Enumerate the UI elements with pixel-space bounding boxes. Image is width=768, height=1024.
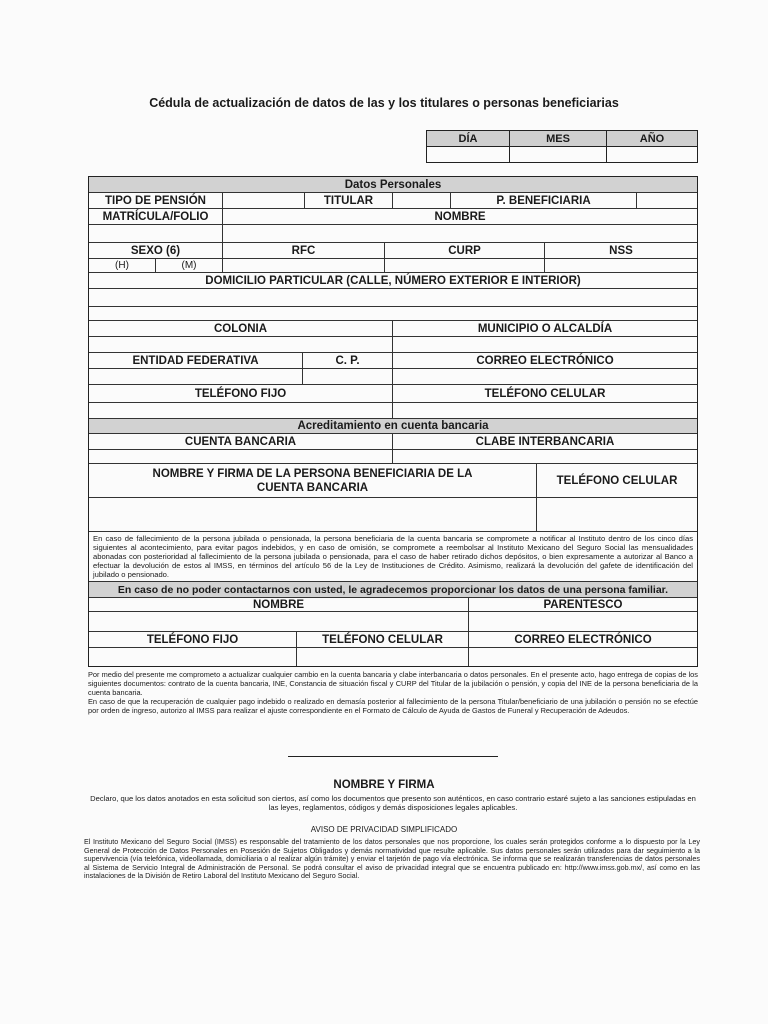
family-section-title: En caso de no poder contactarnos con usted, le agradecemos proporcionar los datos de una persona familiar. xyxy=(89,582,697,597)
bank-holder-mobile-label: TELÉFONO CELULAR xyxy=(556,474,678,487)
name-field[interactable] xyxy=(223,225,697,242)
family-name-field[interactable] xyxy=(89,612,469,631)
family-landline-field[interactable] xyxy=(89,648,297,666)
curp-label: CURP xyxy=(385,243,545,258)
commitment-paragraph-1: Por medio del presente me comprometo a actualizar cualquier cambio en la cuenta bancaria y clabe interbancaria o datos personales. En el presente acto, hago entrega de copias de los siguientes documentos: contrato de la cuenta bancaria, INE, Constancia de situación fiscal y CURP del Titular de la jubilación o pensión, y copia del INE de la persona beneficiaria de la cuenta bancaria. xyxy=(88,670,698,697)
signature-line[interactable] xyxy=(288,756,498,757)
mobile-field[interactable] xyxy=(393,403,697,418)
bank-notice: En caso de fallecimiento de la persona jubilada o pensionada, la persona beneficiaria de la cuenta bancaria se compromete a notificar al Instituto dentro de los cinco días siguientes al acontecimiento, para evitar pagos indebidos, y en caso de omisión, se compromete a reembolsar al Instituto Mexicano del Seguro Social las mensualidades abonadas con posterioridad al fallecimiento de la persona jubilada o pensionada, para el caso de haber retirado dichos depósitos, o bien expresamente a autorizar al Banco a efectuar la devolución de estos al IMSS, en términos del artículo 56 de la Ley de Instituciones de Crédito. Asimismo, realizará la devolución del gafete de identificación del jubilado o pensionado. xyxy=(93,534,693,579)
privacy-text: El Instituto Mexicano del Seguro Social (IMSS) es responsable del tratamiento de los datos personales que nos proporcione, los cuales serán protegidos conforme a lo dispuesto por la Ley General de Protección de Datos Personales en Posesión de Sujetos Obligados y demás normatividad que resulte aplicable. Sus datos personales serán utilizados para dar seguimiento a la supervivencia (vía telefónica, videollamada, domiciliaria o al realizar algún trámite) y enviar el tarjetón de pago vía electrónica. Se informa que se realizarán transferencias de datos personales al Sistema de Servicio Integral de Administración de Personal. Se podrá consultar el aviso de privacidad integral que se encuentra publicado en: http://www.imss.gob.mx/, así como en las instalaciones de la División de Retiro Laboral del Instituto Mexicano del Seguro Social. xyxy=(84,837,700,881)
month-label: MES xyxy=(510,131,607,147)
municipality-field[interactable] xyxy=(393,337,697,352)
address-label: DOMICILIO PARTICULAR (CALLE, NÚMERO EXTERIOR E INTERIOR) xyxy=(205,274,581,287)
zip-field[interactable] xyxy=(303,369,393,384)
family-name-label: NOMBRE xyxy=(89,598,469,611)
family-email-field[interactable] xyxy=(469,648,697,666)
mobile-label: TELÉFONO CELULAR xyxy=(484,387,606,400)
holder-label: TITULAR xyxy=(305,193,393,208)
personal-data-form xyxy=(88,176,698,667)
colony-label: COLONIA xyxy=(89,321,393,336)
clabe-label: CLABE INTERBANCARIA xyxy=(475,435,615,448)
landline-label: TELÉFONO FIJO xyxy=(89,385,393,402)
document-title: Cédula de actualización de datos de las y los titulares o personas beneficiarias xyxy=(149,96,619,110)
holder-checkbox[interactable] xyxy=(393,193,451,208)
zip-label: C. P. xyxy=(303,353,393,368)
state-label: ENTIDAD FEDERATIVA xyxy=(89,353,303,368)
month-field[interactable] xyxy=(510,147,607,163)
personal-section-title: Datos Personales xyxy=(89,177,697,192)
day-field[interactable] xyxy=(427,147,510,163)
colony-field[interactable] xyxy=(89,337,393,352)
rfc-field[interactable] xyxy=(223,259,385,272)
bank-section-title: Acreditamiento en cuenta bancaria xyxy=(89,419,697,433)
year-field[interactable] xyxy=(607,147,698,163)
bank-holder-mobile-field[interactable] xyxy=(537,498,697,531)
family-mobile-field[interactable] xyxy=(297,648,469,666)
signature-label: NOMBRE Y FIRMA xyxy=(333,779,435,791)
bank-account-field[interactable] xyxy=(89,450,393,463)
commitment-paragraph-2: En caso de que la recuperación de cualquier pago indebido o realizado en demasía posterior al fallecimiento de la persona Titular/beneficiario de una jubilación o pensión no se efectúe por orden de ingreso, autorizo al IMSS para realizar el ajuste correspondiente en el Formato de Cálculo de Ayuda de Gastos de Funeral y Recuperación de Adeudos. xyxy=(88,697,698,715)
year-label: AÑO xyxy=(607,131,698,147)
relationship-field[interactable] xyxy=(469,612,697,631)
bank-holder-label: NOMBRE Y FIRMA DE LA PERSONA BENEFICIARIA DE LA CUENTA BANCARIA xyxy=(89,464,537,497)
date-box xyxy=(426,130,698,163)
curp-field[interactable] xyxy=(385,259,545,272)
pension-type-field[interactable] xyxy=(223,193,305,208)
beneficiary-label: P. BENEFICIARIA xyxy=(451,193,637,208)
address-field-2[interactable] xyxy=(89,307,697,320)
bank-holder-signature-field[interactable] xyxy=(89,498,537,531)
folio-field[interactable] xyxy=(89,225,223,242)
folio-label: MATRÍCULA/FOLIO xyxy=(89,209,223,224)
name-label: NOMBRE xyxy=(434,210,486,223)
family-landline-label: TELÉFONO FIJO xyxy=(89,632,297,647)
declaration-text: Declaro, que los datos anotados en esta solicitud son ciertos, así como los documentos que presento son auténticos, en caso contrario estaré sujeto a las sanciones estipuladas en las leyes, reglamentos, códigos y demás disposiciones legales aplicables. xyxy=(90,794,696,812)
clabe-field[interactable] xyxy=(393,450,697,463)
sex-m-option[interactable]: (M) xyxy=(156,259,223,272)
municipality-label: MUNICIPIO O ALCALDÍA xyxy=(477,322,613,335)
landline-field[interactable] xyxy=(89,403,393,418)
relationship-label: PARENTESCO xyxy=(543,598,623,611)
sex-h-option[interactable]: (H) xyxy=(89,259,156,272)
address-field-1[interactable] xyxy=(89,289,697,306)
family-email-label: CORREO ELECTRÓNICO xyxy=(514,633,652,646)
privacy-title: AVISO DE PRIVACIDAD SIMPLIFICADO xyxy=(310,825,458,834)
beneficiary-checkbox[interactable] xyxy=(637,193,697,208)
state-field[interactable] xyxy=(89,369,303,384)
pension-type-label: TIPO DE PENSIÓN xyxy=(89,193,223,208)
bank-account-label: CUENTA BANCARIA xyxy=(89,434,393,449)
sex-label: SEXO (6) xyxy=(89,243,223,258)
family-mobile-label: TELÉFONO CELULAR xyxy=(297,632,469,647)
nss-label: NSS xyxy=(609,244,633,257)
nss-field[interactable] xyxy=(545,259,697,272)
rfc-label: RFC xyxy=(223,243,385,258)
day-label: DÍA xyxy=(427,131,510,147)
email-label: CORREO ELECTRÓNICO xyxy=(476,354,614,367)
email-field[interactable] xyxy=(393,369,697,384)
